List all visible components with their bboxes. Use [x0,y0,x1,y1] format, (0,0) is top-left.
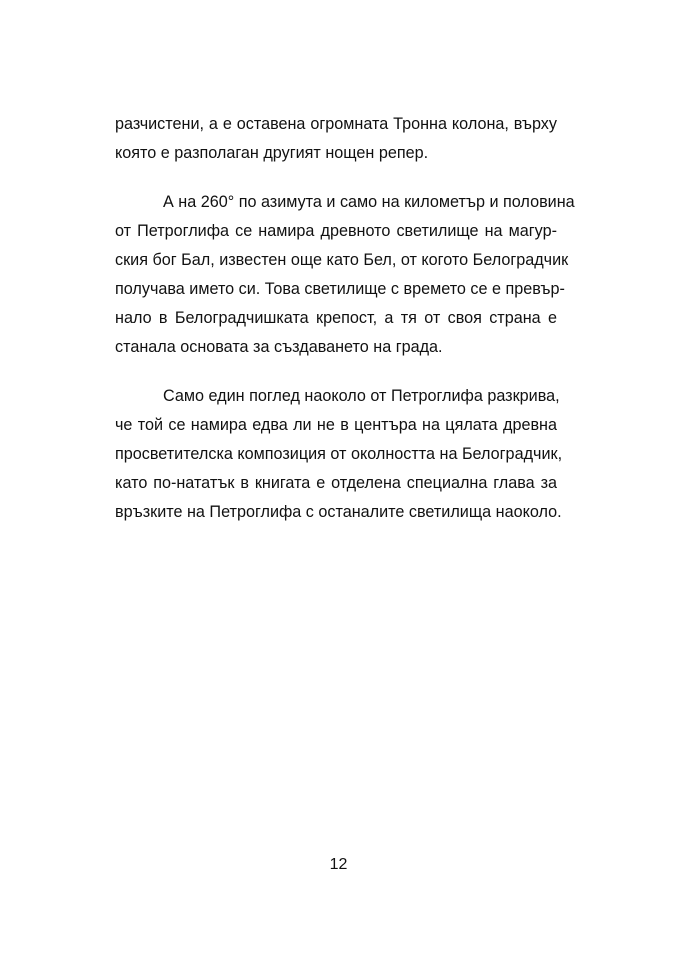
body-text [115,110,575,547]
text-line: А на 260° по азимута и само на километър и половина [163,193,575,211]
text-line: получава името си. Това светилище с времето се е превър- [115,280,565,298]
text-line: връзките на Петроглифа с останалите светилища наоколо. [115,503,562,521]
text-line: разчистени, а е оставена огромната Тронна колона, върху [115,115,557,133]
paragraph-1 [115,110,557,168]
text-line: че той се намира едва ли не в центъра на цялата древна [115,416,557,434]
text-line: от Петроглифа се намира древното светилище на магур- [115,222,557,240]
text-line: Само един поглед наоколо от Петроглифа разкрива, [163,387,560,405]
text-line: просветителска композиция от околността на Белоградчик, [115,445,563,463]
text-line: която е разполаган другият нощен репер. [115,144,429,162]
text-line: нало в Белоградчишката крепост, а тя от своя страна е [115,309,557,327]
page-number: 12 [329,856,348,873]
paragraph-2 [115,188,575,362]
text-line: ския бог Бал, известен още като Бел, от когото Белоградчик [115,251,569,269]
text-line: като по-нататък в книгата е отделена специална глава за [115,474,557,492]
paragraph-3 [115,382,563,527]
text-line: станала основата за създаването на града. [115,338,443,356]
